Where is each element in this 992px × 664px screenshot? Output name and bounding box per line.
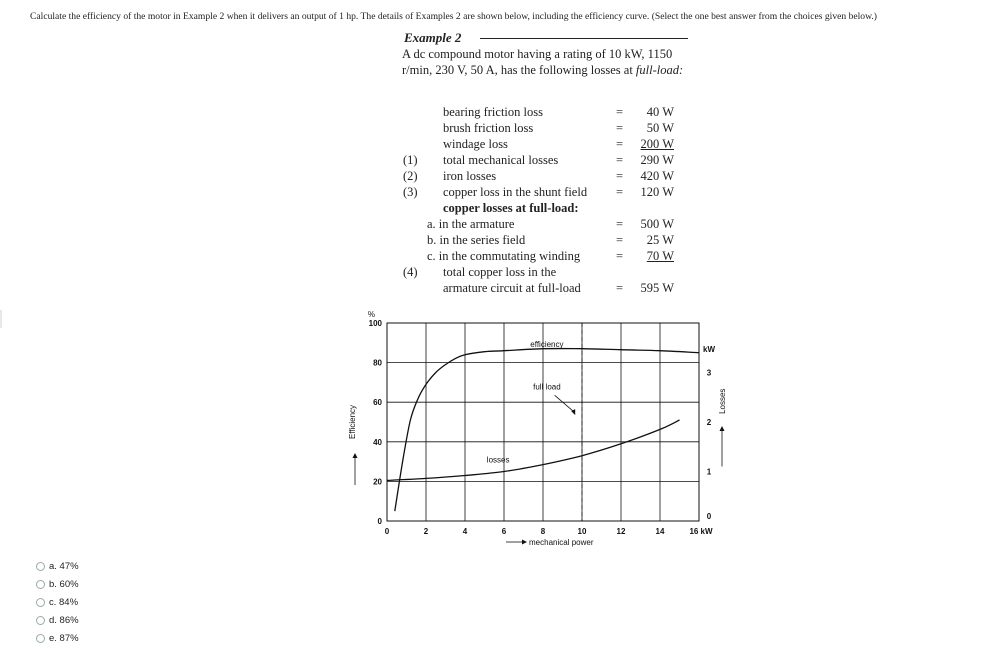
item-number-3: (3) bbox=[403, 185, 418, 199]
x-tick-label: 10 bbox=[577, 527, 587, 536]
x-tick-label: 0 bbox=[384, 527, 390, 536]
loss-label-iron: iron losses bbox=[443, 169, 497, 183]
losses-curve bbox=[387, 420, 680, 480]
choice-e-label: e. 87% bbox=[49, 632, 79, 644]
right-tick-label: 0 bbox=[706, 512, 712, 521]
radio-button[interactable] bbox=[36, 580, 45, 589]
loss-label-commutating: c. in the commutating winding bbox=[427, 249, 581, 263]
x-tick-label: 4 bbox=[462, 527, 468, 536]
right-tick-label: 3 bbox=[706, 368, 712, 378]
loss-label-brush: brush friction loss bbox=[443, 121, 534, 135]
left-axis-arrow-head bbox=[353, 453, 358, 458]
question-text: Calculate the efficiency of the motor in Example 2 when it delivers an output of 1 hp. The details of Examples 2 are shown below, including the efficiency curve. (Select the one best answer from the choices given below.) bbox=[30, 11, 878, 22]
example-description-fullload: full-load: bbox=[635, 63, 684, 77]
equals-sign: = bbox=[616, 217, 624, 231]
loss-value-armature: 500 W bbox=[640, 217, 674, 231]
loss-value-shunt: 120 W bbox=[640, 185, 674, 199]
x-axis-label: mechanical power bbox=[529, 538, 594, 547]
x-tick-label: 6 bbox=[501, 527, 507, 536]
x-tick-label: 12 bbox=[616, 527, 626, 536]
item-number-4: (4) bbox=[403, 265, 418, 279]
x-tick-label: 14 bbox=[655, 527, 665, 536]
item-number-1: (1) bbox=[403, 153, 418, 167]
radio-button[interactable] bbox=[36, 598, 45, 607]
choice-e[interactable] bbox=[36, 629, 79, 647]
right-axis-unit: kW bbox=[703, 344, 715, 354]
left-tick-label: 40 bbox=[373, 437, 382, 447]
equals-sign: = bbox=[616, 121, 624, 135]
item-number-2: (2) bbox=[403, 169, 418, 183]
left-axis-label: Efficiency bbox=[348, 404, 357, 440]
choice-d[interactable] bbox=[36, 611, 79, 629]
equals-sign: = bbox=[616, 169, 624, 183]
equals-sign: = bbox=[616, 137, 624, 151]
x-tick-label: 16 kW bbox=[689, 527, 713, 536]
loss-value-brush: 50 W bbox=[646, 121, 674, 135]
efficiency-curve bbox=[395, 349, 699, 512]
x-tick-label: 8 bbox=[540, 527, 546, 536]
loss-value-mechanical: 290 W bbox=[640, 153, 674, 167]
left-tick-label: 80 bbox=[373, 358, 382, 368]
equals-sign: = bbox=[616, 153, 624, 167]
choice-d-label: d. 86% bbox=[49, 614, 79, 626]
left-axis-unit: % bbox=[367, 310, 375, 319]
loss-label-armature: a. in the armature bbox=[427, 217, 515, 231]
loss-label-windage: windage loss bbox=[443, 137, 508, 151]
example-title: Example 2 bbox=[404, 30, 462, 45]
loss-value-windage: 200 W bbox=[640, 137, 674, 151]
efficiency-annotation: efficiency bbox=[530, 339, 564, 349]
choice-b[interactable] bbox=[36, 575, 79, 593]
left-tick-label: 60 bbox=[373, 398, 382, 408]
loss-value-commutating: 70 W bbox=[646, 249, 674, 263]
right-tick-label: 1 bbox=[706, 467, 712, 477]
left-tick-label: 0 bbox=[377, 517, 382, 526]
x-tick-label: 2 bbox=[423, 527, 429, 536]
right-axis-label: Losses bbox=[718, 388, 727, 414]
loss-value-total-copper: 595 W bbox=[640, 281, 674, 295]
choice-a-label: a. 47% bbox=[49, 560, 79, 572]
loss-label-total-copper-2: armature circuit at full-load bbox=[443, 281, 581, 295]
radio-button[interactable] bbox=[36, 634, 45, 643]
equals-sign: = bbox=[616, 249, 624, 263]
choice-a[interactable] bbox=[36, 557, 79, 575]
choice-c-label: c. 84% bbox=[49, 596, 79, 608]
loss-value-iron: 420 W bbox=[640, 169, 674, 183]
loss-label-total-copper-1: total copper loss in the bbox=[443, 265, 557, 279]
equals-sign: = bbox=[616, 281, 624, 295]
loss-label-bearing: bearing friction loss bbox=[443, 105, 543, 119]
equals-sign: = bbox=[616, 185, 624, 199]
loss-value-series: 25 W bbox=[646, 233, 674, 247]
loss-value-bearing: 40 W bbox=[646, 105, 674, 119]
right-axis-arrow-head bbox=[720, 426, 725, 431]
radio-button[interactable] bbox=[36, 562, 45, 571]
equals-sign: = bbox=[616, 233, 624, 247]
choice-b-label: b. 60% bbox=[49, 578, 79, 590]
left-tick-label: 20 bbox=[373, 477, 382, 487]
losses-annotation: losses bbox=[486, 455, 510, 465]
right-tick-label: 2 bbox=[706, 418, 712, 427]
loss-label-mechanical: total mechanical losses bbox=[443, 153, 559, 167]
loss-label-shunt: copper loss in the shunt field bbox=[443, 185, 588, 199]
radio-button[interactable] bbox=[36, 616, 45, 625]
choice-c[interactable] bbox=[36, 593, 79, 611]
copper-losses-header: copper losses at full-load: bbox=[443, 201, 579, 215]
answer-choices bbox=[36, 557, 79, 647]
loss-label-series: b. in the series field bbox=[427, 233, 526, 247]
example-description-text: A dc compound motor having a rating of 10 kW, 1150 r/min, 230 V, 50 A, has the following losses at bbox=[402, 47, 673, 77]
left-tick-label: 100 bbox=[368, 319, 382, 328]
x-axis-arrow-head bbox=[522, 540, 527, 545]
equals-sign: = bbox=[616, 105, 624, 119]
full-load-pointer bbox=[555, 395, 575, 412]
full-load-annotation: full load bbox=[533, 382, 561, 392]
